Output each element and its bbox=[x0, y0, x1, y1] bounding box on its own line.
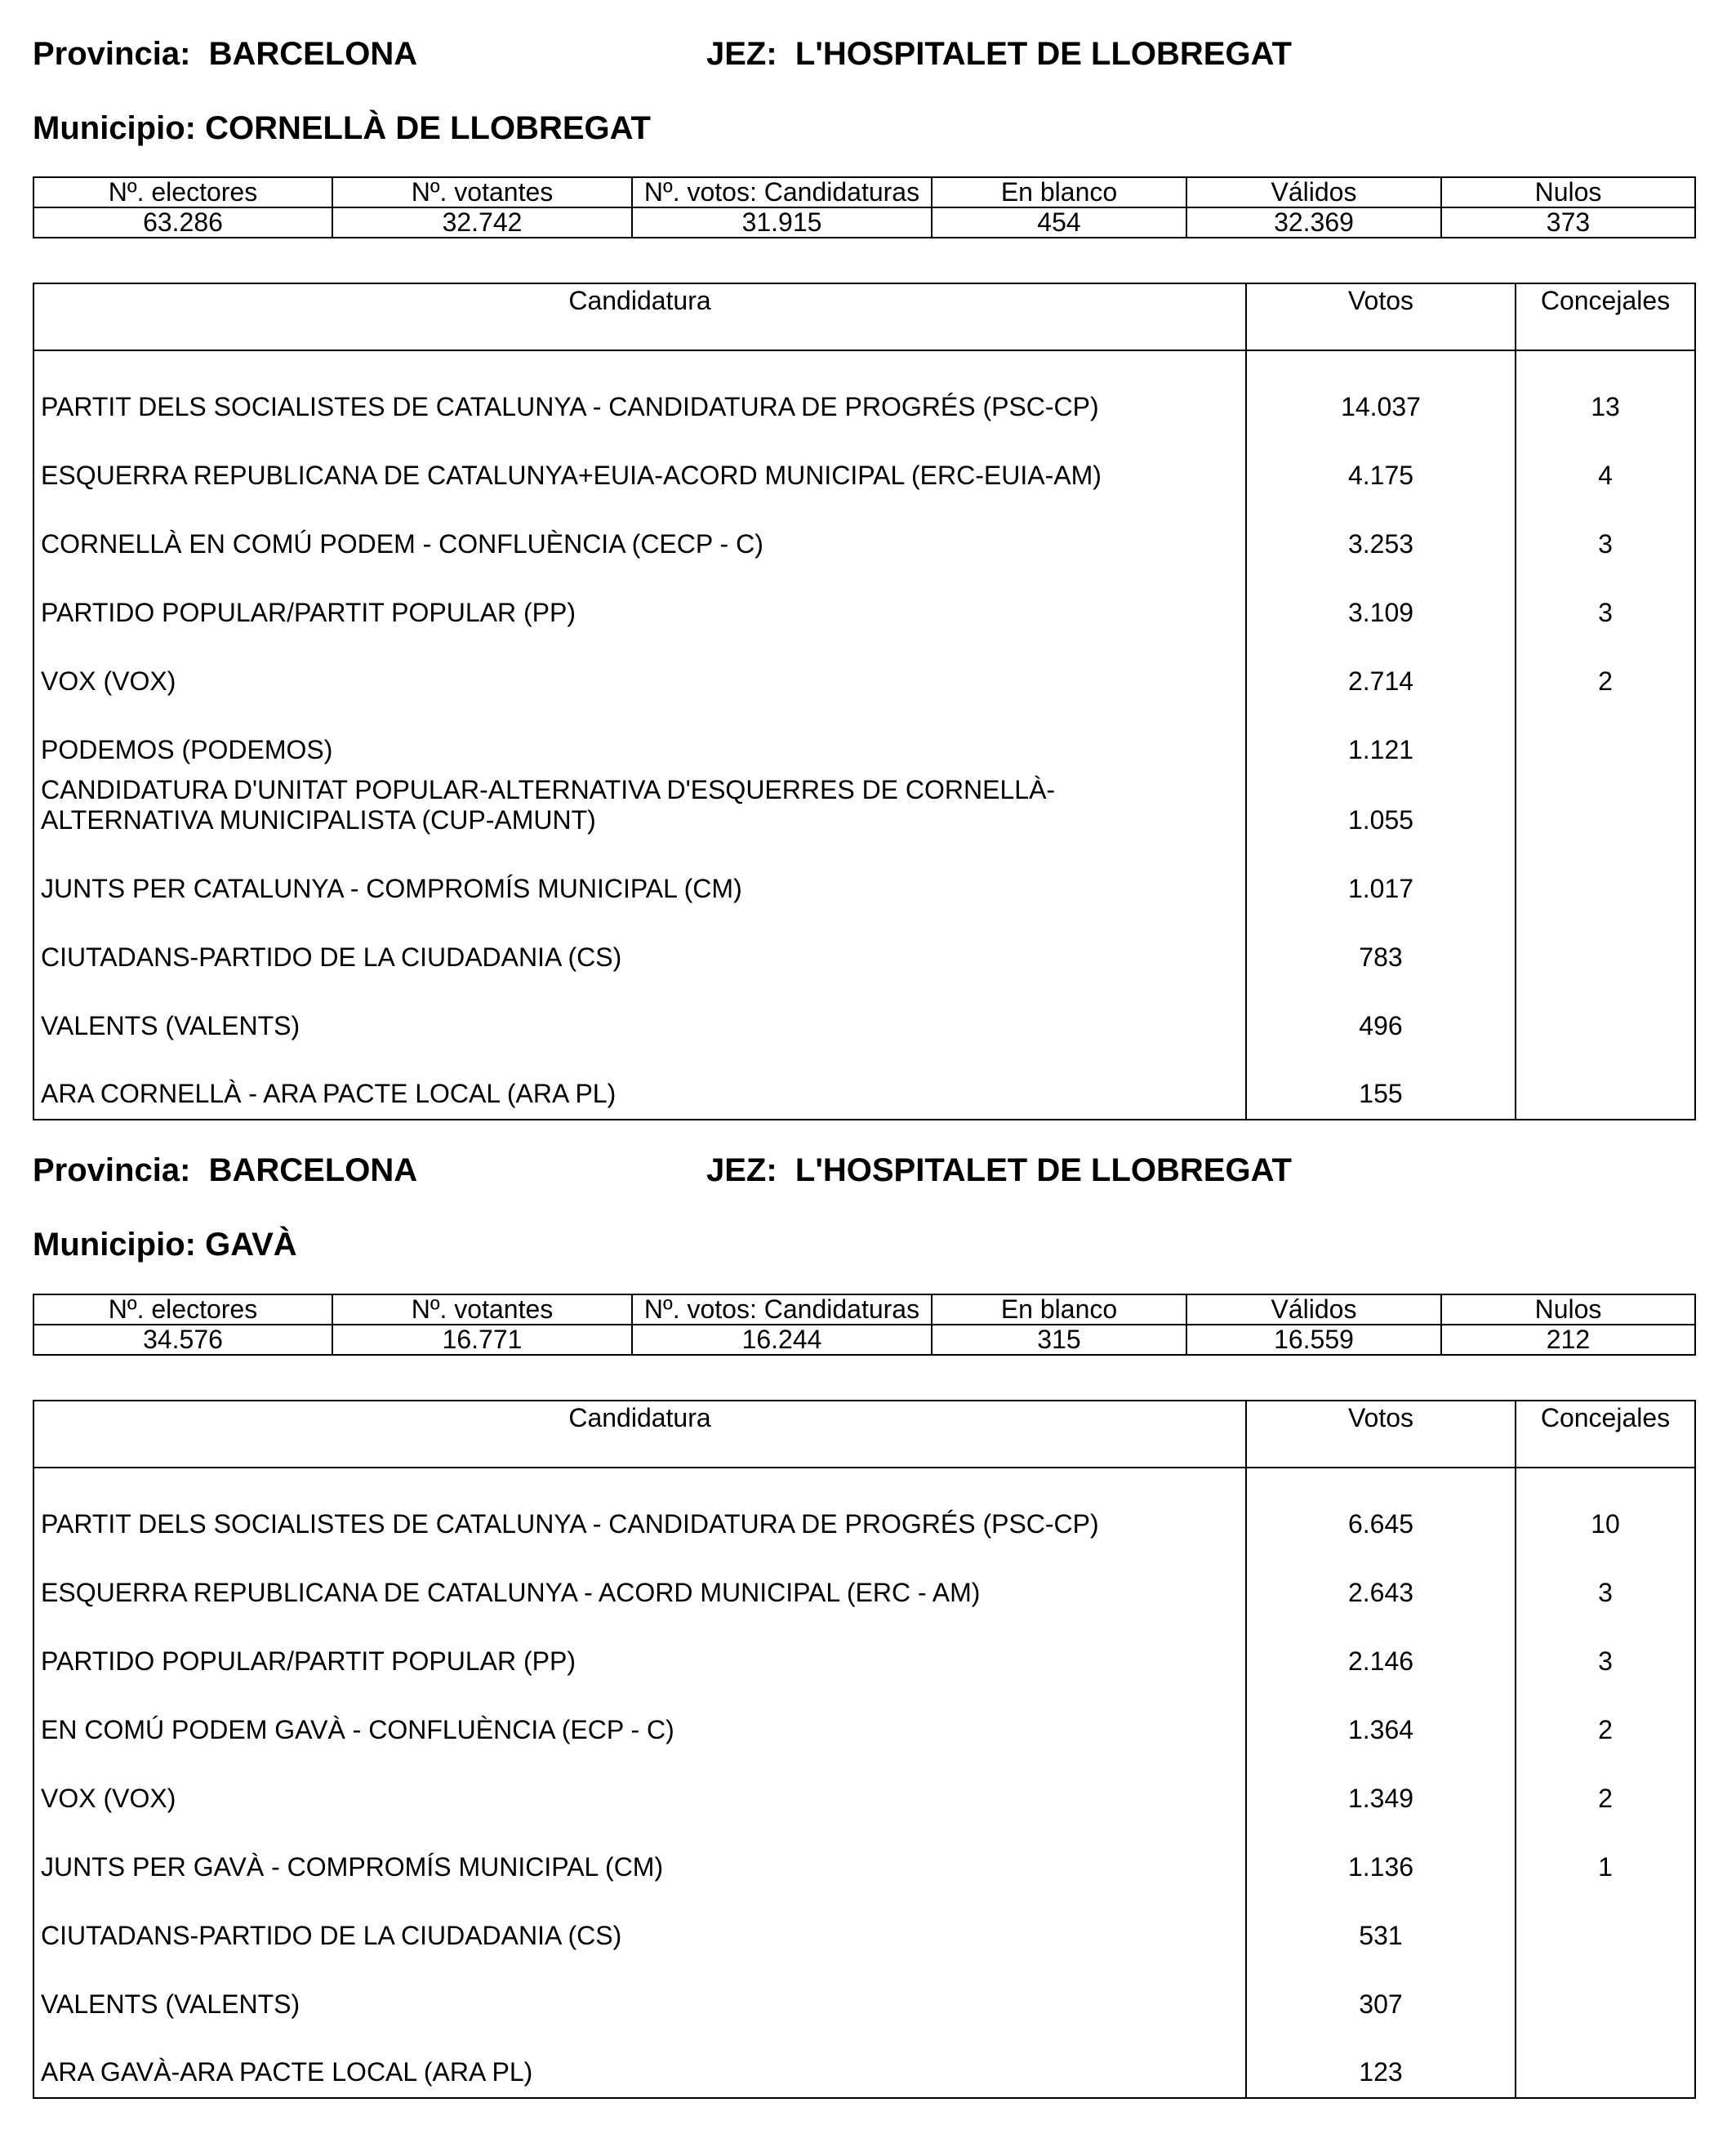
header-votos: Votos bbox=[1246, 283, 1516, 350]
stats-header-row bbox=[33, 1294, 1695, 1325]
candidatura-votos: 1.055 bbox=[1246, 775, 1516, 845]
candidatura-name: PARTIT DELS SOCIALISTES DE CATALUNYA - CANDIDATURA DE PROGRÉS (PSC-CP) bbox=[41, 392, 1099, 422]
candidatura-row bbox=[33, 1051, 1695, 1120]
header-votos: Votos bbox=[1246, 1401, 1516, 1468]
candidaturas-table bbox=[33, 1400, 1696, 2099]
candidatura-row bbox=[33, 1686, 1695, 1755]
stats-value-row bbox=[33, 1325, 1695, 1355]
candidatura-row bbox=[33, 1549, 1695, 1618]
candidatura-row bbox=[33, 1892, 1695, 1961]
candidatura-votos: 1.017 bbox=[1246, 845, 1516, 914]
candidatura-concejales: 3 bbox=[1516, 501, 1695, 569]
stats-value-validos: 16.559 bbox=[1186, 1325, 1441, 1355]
candidatura-name: PODEMOS (PODEMOS) bbox=[41, 735, 333, 765]
stats-value-nulos: 212 bbox=[1441, 1325, 1695, 1355]
provincia-label: Provincia: BARCELONA bbox=[33, 1152, 418, 1188]
candidatura-row bbox=[33, 1961, 1695, 2029]
stats-header-votos-candidaturas: Nº. votos: Candidaturas bbox=[632, 1294, 932, 1325]
stats-value-votantes: 32.742 bbox=[332, 207, 632, 238]
candidatura-row bbox=[33, 501, 1695, 569]
candidatura-name: VOX (VOX) bbox=[41, 666, 176, 697]
candidatura-row bbox=[33, 914, 1695, 982]
stats-header-electores: Nº. electores bbox=[33, 177, 332, 207]
candidatura-concejales bbox=[1516, 775, 1695, 845]
stats-table bbox=[33, 176, 1696, 238]
candidatura-concejales bbox=[1516, 982, 1695, 1051]
candidatura-votos: 1.349 bbox=[1246, 1755, 1516, 1824]
candidatura-row bbox=[33, 1618, 1695, 1686]
candidatura-concejales: 2 bbox=[1516, 1755, 1695, 1824]
candidatura-name: CIUTADANS-PARTIDO DE LA CIUDADANIA (CS) bbox=[41, 942, 622, 972]
candidatura-row bbox=[33, 775, 1695, 845]
candidatura-concejales bbox=[1516, 914, 1695, 982]
stats-header-en-blanco: En blanco bbox=[932, 1294, 1186, 1325]
candidatura-row bbox=[33, 706, 1695, 775]
candidatura-concejales: 3 bbox=[1516, 1618, 1695, 1686]
candidatura-concejales: 3 bbox=[1516, 569, 1695, 638]
stats-value-validos: 32.369 bbox=[1186, 207, 1441, 238]
candidatura-name: ARA GAVÀ-ARA PACTE LOCAL (ARA PL) bbox=[41, 2057, 533, 2087]
candidatura-votos: 1.136 bbox=[1246, 1824, 1516, 1892]
stats-value-votos-candidaturas: 16.244 bbox=[632, 1325, 932, 1355]
candidatura-votos: 4.175 bbox=[1246, 432, 1516, 501]
candidatura-votos: 2.146 bbox=[1246, 1618, 1516, 1686]
candidatura-votos: 2.714 bbox=[1246, 638, 1516, 706]
stats-header-validos: Válidos bbox=[1186, 1294, 1441, 1325]
candidatura-votos: 496 bbox=[1246, 982, 1516, 1051]
candidatura-row bbox=[33, 1468, 1695, 1549]
stats-header-row bbox=[33, 177, 1695, 207]
candidatura-name: JUNTS PER GAVÀ - COMPROMÍS MUNICIPAL (CM) bbox=[41, 1852, 664, 1882]
candidatura-name: CIUTADANS-PARTIDO DE LA CIUDADANIA (CS) bbox=[41, 1921, 622, 1951]
candidatura-name: CANDIDATURA D'UNITAT POPULAR-ALTERNATIVA D'ESQUERRES DE CORNELLÀ- ALTERNATIVA MUNICIPALISTA (CUP-AMUNT) bbox=[41, 775, 1056, 835]
stats-header-votantes: Nº. votantes bbox=[332, 177, 632, 207]
municipio-label: Municipio: GAVÀ bbox=[33, 1227, 297, 1263]
candidatura-row bbox=[33, 638, 1695, 706]
candidatura-row bbox=[33, 982, 1695, 1051]
stats-header-nulos: Nulos bbox=[1441, 1294, 1695, 1325]
candidatura-concejales: 2 bbox=[1516, 638, 1695, 706]
candidatura-name: VALENTS (VALENTS) bbox=[41, 1010, 300, 1040]
candidatura-votos: 14.037 bbox=[1246, 350, 1516, 432]
candidatura-name: VOX (VOX) bbox=[41, 1784, 176, 1814]
stats-value-nulos: 373 bbox=[1441, 207, 1695, 238]
stats-header-votos-candidaturas: Nº. votos: Candidaturas bbox=[632, 177, 932, 207]
stats-value-votos-candidaturas: 31.915 bbox=[632, 207, 932, 238]
candidatura-name: PARTIDO POPULAR/PARTIT POPULAR (PP) bbox=[41, 598, 576, 628]
header-candidatura: Candidatura bbox=[33, 1401, 1246, 1468]
header-candidatura: Candidatura bbox=[33, 283, 1246, 350]
stats-header-electores: Nº. electores bbox=[33, 1294, 332, 1325]
candidatura-concejales: 2 bbox=[1516, 1686, 1695, 1755]
stats-value-votantes: 16.771 bbox=[332, 1325, 632, 1355]
candidatura-votos: 2.643 bbox=[1246, 1549, 1516, 1618]
candidatura-concejales bbox=[1516, 1961, 1695, 2029]
stats-value-en-blanco: 315 bbox=[932, 1325, 1186, 1355]
candidatura-name: EN COMÚ PODEM GAVÀ - CONFLUÈNCIA (ECP - C) bbox=[41, 1715, 674, 1745]
candidatura-row bbox=[33, 569, 1695, 638]
candidatura-concejales bbox=[1516, 2029, 1695, 2098]
candidatura-name: PARTIT DELS SOCIALISTES DE CATALUNYA - CANDIDATURA DE PROGRÉS (PSC-CP) bbox=[41, 1509, 1099, 1539]
provincia-label: Provincia: BARCELONA bbox=[33, 36, 418, 72]
candidatura-concejales bbox=[1516, 706, 1695, 775]
candidatura-concejales bbox=[1516, 1051, 1695, 1120]
candidatura-concejales: 1 bbox=[1516, 1824, 1695, 1892]
header-concejales: Concejales bbox=[1516, 283, 1695, 350]
candidatura-votos: 3.109 bbox=[1246, 569, 1516, 638]
candidatura-row bbox=[33, 845, 1695, 914]
candidatura-row bbox=[33, 1755, 1695, 1824]
candidaturas-body bbox=[33, 350, 1695, 1120]
candidatura-row bbox=[33, 350, 1695, 432]
candidatura-row bbox=[33, 1824, 1695, 1892]
candidatura-concejales: 4 bbox=[1516, 432, 1695, 501]
stats-header-validos: Válidos bbox=[1186, 177, 1441, 207]
stats-table bbox=[33, 1294, 1696, 1356]
candidatura-name: PARTIDO POPULAR/PARTIT POPULAR (PP) bbox=[41, 1646, 576, 1677]
stats-value-row bbox=[33, 207, 1695, 238]
stats-header-votantes: Nº. votantes bbox=[332, 1294, 632, 1325]
candidatura-name: CORNELLÀ EN COMÚ PODEM - CONFLUÈNCIA (CECP - C) bbox=[41, 529, 763, 559]
candidaturas-table bbox=[33, 283, 1696, 1120]
candidaturas-header-row bbox=[33, 283, 1695, 350]
candidatura-name: JUNTS PER CATALUNYA - COMPROMÍS MUNICIPAL (CM) bbox=[41, 873, 742, 903]
stats-header-en-blanco: En blanco bbox=[932, 177, 1186, 207]
candidatura-concejales: 3 bbox=[1516, 1549, 1695, 1618]
candidatura-votos: 123 bbox=[1246, 2029, 1516, 2098]
candidatura-concejales: 13 bbox=[1516, 350, 1695, 432]
candidatura-votos: 783 bbox=[1246, 914, 1516, 982]
stats-header-nulos: Nulos bbox=[1441, 177, 1695, 207]
candidatura-name: ESQUERRA REPUBLICANA DE CATALUNYA - ACORD MUNICIPAL (ERC - AM) bbox=[41, 1578, 981, 1608]
candidatura-votos: 1.364 bbox=[1246, 1686, 1516, 1755]
candidatura-row bbox=[33, 432, 1695, 501]
stats-value-electores: 63.286 bbox=[33, 207, 332, 238]
candidatura-votos: 6.645 bbox=[1246, 1468, 1516, 1549]
candidatura-votos: 307 bbox=[1246, 1961, 1516, 2029]
jez-label: JEZ: L'HOSPITALET DE LLOBREGAT bbox=[706, 36, 1292, 72]
candidatura-concejales bbox=[1516, 1892, 1695, 1961]
stats-value-en-blanco: 454 bbox=[932, 207, 1186, 238]
candidatura-name: VALENTS (VALENTS) bbox=[41, 1989, 300, 2020]
candidatura-concejales bbox=[1516, 845, 1695, 914]
stats-value-electores: 34.576 bbox=[33, 1325, 332, 1355]
candidatura-votos: 531 bbox=[1246, 1892, 1516, 1961]
candidatura-votos: 155 bbox=[1246, 1051, 1516, 1120]
candidaturas-header-row bbox=[33, 1401, 1695, 1468]
candidatura-votos: 1.121 bbox=[1246, 706, 1516, 775]
candidatura-votos: 3.253 bbox=[1246, 501, 1516, 569]
candidatura-concejales: 10 bbox=[1516, 1468, 1695, 1549]
municipio-label: Municipio: CORNELLÀ DE LLOBREGAT bbox=[33, 110, 651, 146]
candidatura-row bbox=[33, 2029, 1695, 2098]
candidaturas-body bbox=[33, 1468, 1695, 2098]
jez-label: JEZ: L'HOSPITALET DE LLOBREGAT bbox=[706, 1152, 1292, 1188]
header-concejales: Concejales bbox=[1516, 1401, 1695, 1468]
candidatura-name: ARA CORNELLÀ - ARA PACTE LOCAL (ARA PL) bbox=[41, 1078, 617, 1108]
candidatura-name: ESQUERRA REPUBLICANA DE CATALUNYA+EUIA-ACORD MUNICIPAL (ERC-EUIA-AM) bbox=[41, 461, 1102, 491]
